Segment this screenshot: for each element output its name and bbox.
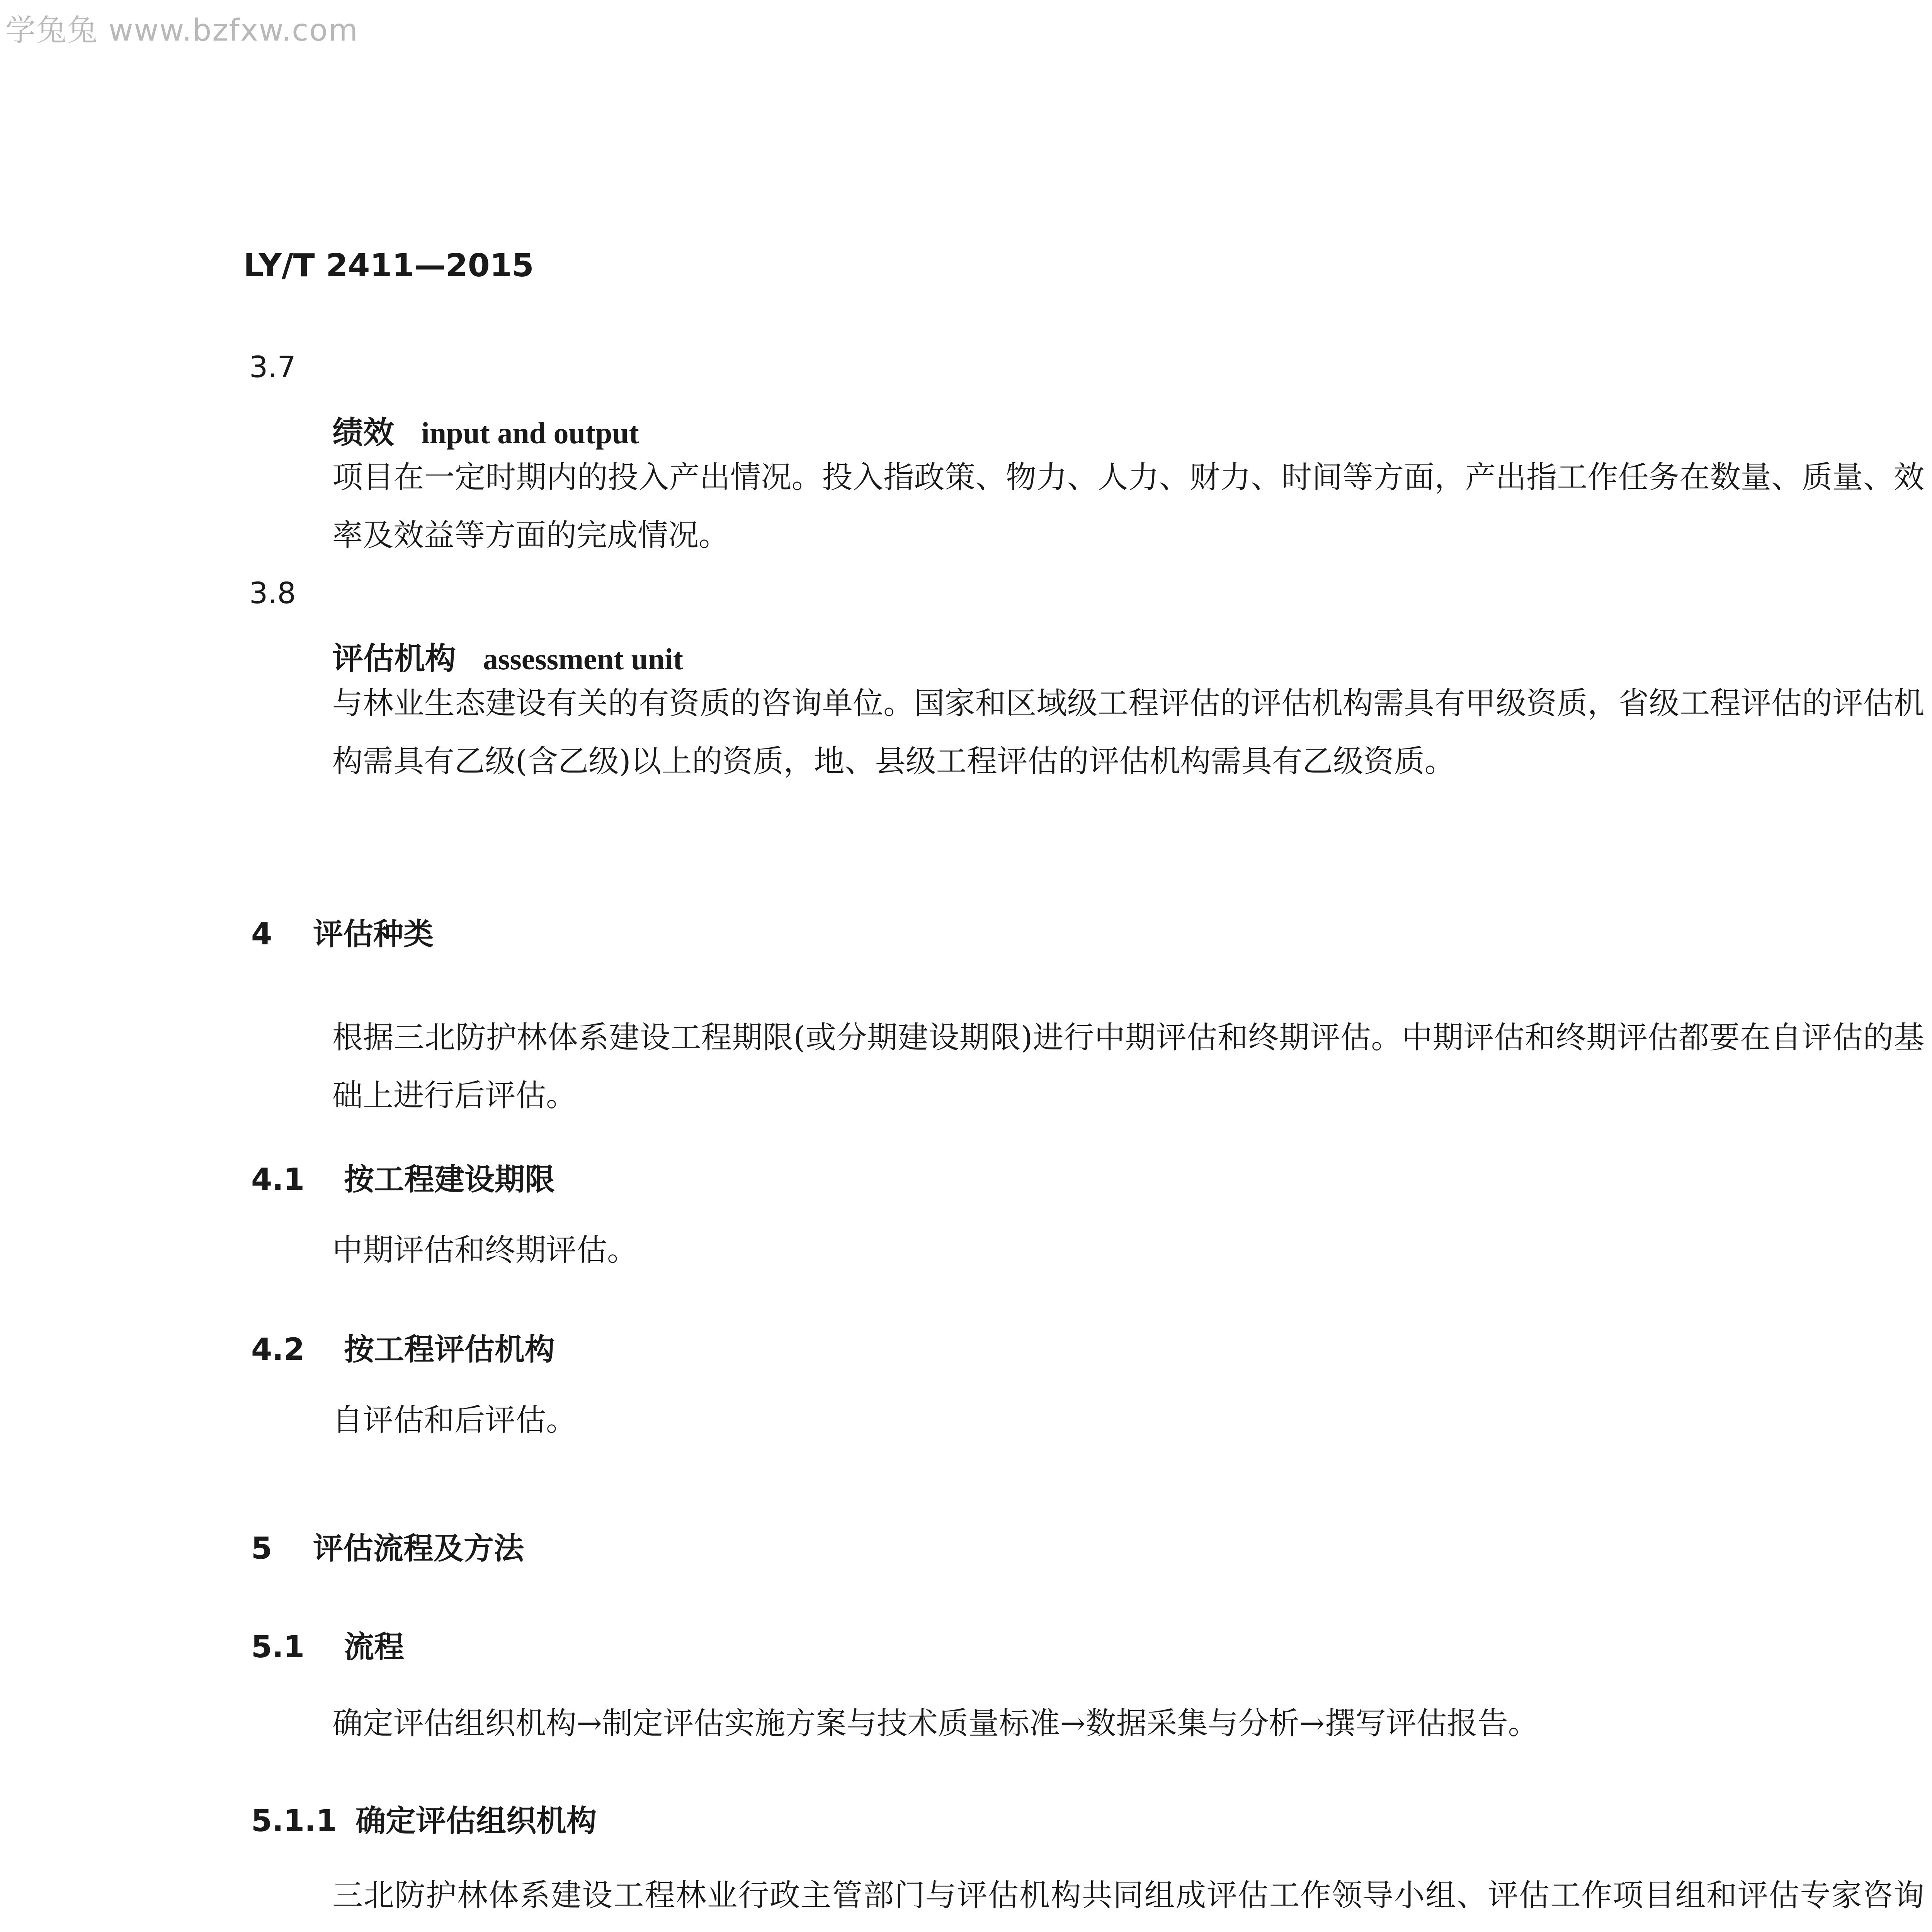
section-heading-4-2: 4.2 按工程评估机构: [251, 1332, 555, 1367]
section-heading-5: 5 评估流程及方法: [251, 1531, 524, 1566]
section-4-2-text: 自评估和后评估。: [332, 1402, 577, 1438]
section-heading-5-1: 5.1 流程: [251, 1630, 405, 1665]
section-5-1-text: 确定评估组织机构→制定评估实施方案与技术质量标准→数据采集与分析→撰写评估报告。: [332, 1706, 1539, 1741]
section-4-1-text: 中期评估和终期评估。: [332, 1232, 638, 1268]
section-5-1-1-text: 三北防护林体系建设工程林业行政主管部门与评估机构共同组成评估工作领导小组、评估工作项目组和评估专家咨询: [332, 1878, 1924, 1913]
term-zh: 评估机构: [332, 640, 456, 677]
term-number-3-7: 3.7: [249, 350, 296, 384]
section-heading-5-1-1: 5.1.1 确定评估组织机构: [251, 1804, 597, 1838]
definition-3-8: 与林业生态建设有关的有资质的咨询单位。国家和区域级工程评估的评估机构需具有甲级资质，省级工程评估的评估机构需具有乙级(含乙级)以上的资质，地、县级工程评估的评估机构需具有乙级资质。: [332, 685, 1924, 779]
term-en: assessment unit: [483, 642, 683, 676]
watermark: 学兔兔 www.bzfxw.com: [5, 13, 359, 48]
section-heading-4: 4 评估种类: [251, 917, 434, 952]
term-number-3-8: 3.8: [249, 576, 296, 610]
section-heading-4-1: 4.1 按工程建设期限: [251, 1162, 555, 1197]
section-4-text: 根据三北防护林体系建设工程期限(或分期建设期限)进行中期评估和终期评估。中期评估和终期评估都要在自评估的基础上进行后评估。: [332, 1020, 1924, 1113]
term-en: input and output: [421, 416, 639, 450]
document-code: LY/T 2411—2015: [243, 247, 534, 284]
term-zh: 绩效: [332, 414, 394, 451]
term-3-8: [332, 634, 683, 678]
definition-3-7: 项目在一定时期内的投入产出情况。投入指政策、物力、人力、财力、时间等方面，产出指工作任务在数量、质量、效率及效益等方面的完成情况。: [332, 459, 1924, 553]
term-3-7: [332, 408, 639, 452]
